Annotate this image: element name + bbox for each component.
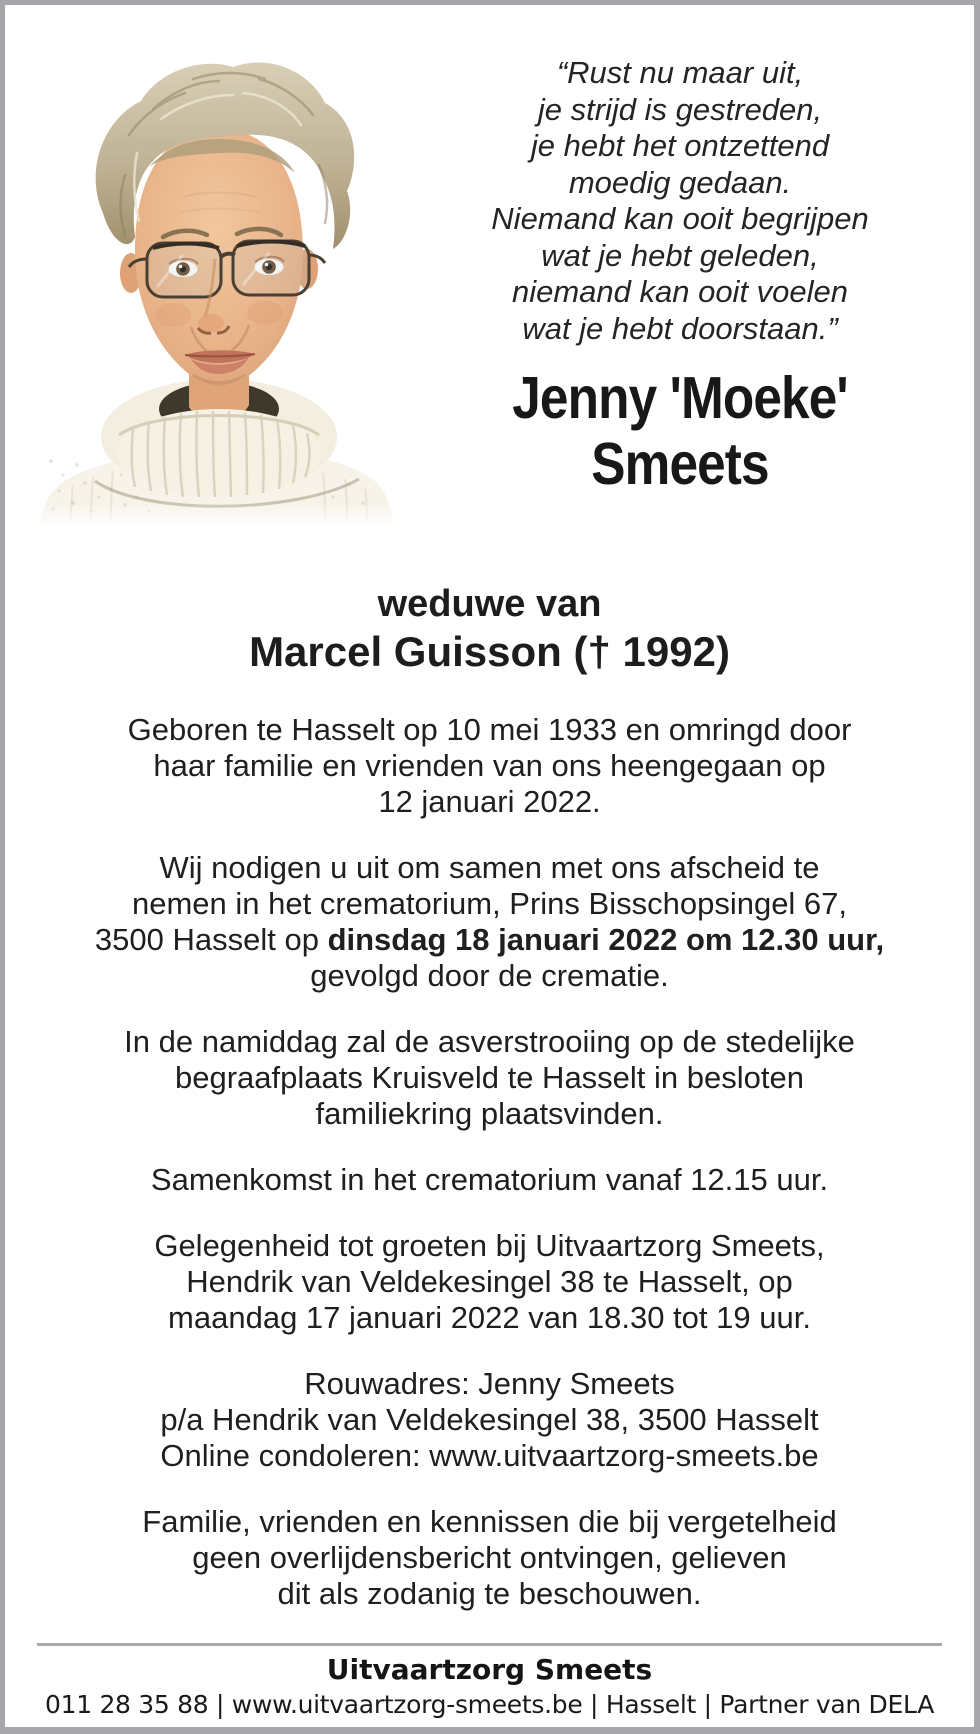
quote-line: niemand kan ooit voelen: [511, 274, 849, 309]
quote-line: wat je hebt doorstaan.”: [522, 310, 838, 346]
footer-separator: [37, 1643, 942, 1646]
funeral-home-name: Uitvaartzorg Smeets: [326, 1653, 653, 1686]
quote-line: Niemand kan ooit begrijpen: [491, 201, 869, 236]
text-line: Gelegenheid tot groeten bij Uitvaartzorg Smeets,: [154, 1228, 825, 1263]
quote-line: wat je hebt geleden,: [541, 237, 819, 273]
memorial-quote: [390, 55, 970, 347]
paragraph-forgotten-notice: [5, 1504, 974, 1612]
funeral-home-contact: 011 28 35 88 | www.uitvaartzorg-smeets.be | Hasselt | Partner van DELA: [44, 1690, 934, 1719]
deceased-name-line2: Smeets: [591, 431, 769, 497]
text-line: gevolgd door de crematie.: [310, 958, 669, 993]
deceased-name-line1: Jenny 'Moeke': [512, 365, 848, 431]
text-line: Familie, vrienden en kennissen die bij vergetelheid: [142, 1504, 837, 1539]
photo-bottom-fade: [33, 445, 398, 527]
paragraph-ash-scattering: [5, 1024, 974, 1132]
text-segment: 3500 Hasselt op: [94, 922, 328, 957]
relation-widow-of: weduwe van: [377, 583, 602, 625]
text-line: p/a Hendrik van Veldekesingel 38, 3500 Hasselt: [160, 1402, 819, 1437]
text-line: Hendrik van Veldekesingel 38 te Hasselt, op: [186, 1264, 793, 1299]
announcement-body: [5, 712, 974, 1642]
condolence-website: Online condoleren: www.uitvaartzorg-smeets.be: [160, 1438, 819, 1473]
paragraph-greeting-opportunity: [5, 1228, 974, 1336]
quote-line: je strijd is gestreden,: [537, 91, 823, 127]
text-line: [5, 922, 974, 958]
quote-line: “Rust nu maar uit,: [556, 55, 804, 90]
text-line: Samenkomst in het crematorium vanaf 12.15 uur.: [150, 1162, 829, 1197]
text-line: nemen in het crematorium, Prins Bisschopsingel 67,: [131, 886, 848, 921]
text-line: geen overlijdensbericht ontvingen, gelieven: [192, 1540, 787, 1575]
text-line: Rouwadres: Jenny Smeets: [304, 1366, 675, 1401]
paragraph-mourning-address: [5, 1366, 974, 1474]
paragraph-birth-death: [5, 712, 974, 820]
relation-husband-name: Marcel Guisson († 1992): [249, 628, 730, 675]
relation-block: [5, 581, 974, 677]
text-line: familiekring plaatsvinden.: [315, 1096, 664, 1131]
text-line: maandag 17 januari 2022 van 18.30 tot 19 uur.: [168, 1300, 811, 1335]
text-line: 12 januari 2022.: [378, 784, 601, 819]
text-line: Geboren te Hasselt op 10 mei 1933 en omringd door: [127, 712, 852, 747]
portrait-photo: [33, 45, 398, 527]
quote-line: je hebt het ontzettend: [530, 128, 830, 163]
ceremony-date-time: dinsdag 18 januari 2022 om 12.30 uur,: [327, 922, 885, 957]
quote-line: moedig gedaan.: [568, 164, 792, 200]
text-line: haar familie en vrienden van ons heengegaan op: [153, 748, 826, 783]
text-line: Wij nodigen u uit om samen met ons afscheid te: [159, 850, 820, 885]
paragraph-ceremony: [5, 850, 974, 994]
portrait-illustration: [33, 45, 398, 527]
deceased-name: [390, 365, 970, 497]
text-line: dit als zodanig te beschouwen.: [277, 1576, 702, 1611]
text-line: In de namiddag zal de asverstrooiing op de stedelijke: [124, 1024, 855, 1059]
paragraph-gathering: [5, 1162, 974, 1198]
text-line: begraafplaats Kruisveld te Hasselt in besloten: [175, 1060, 804, 1095]
